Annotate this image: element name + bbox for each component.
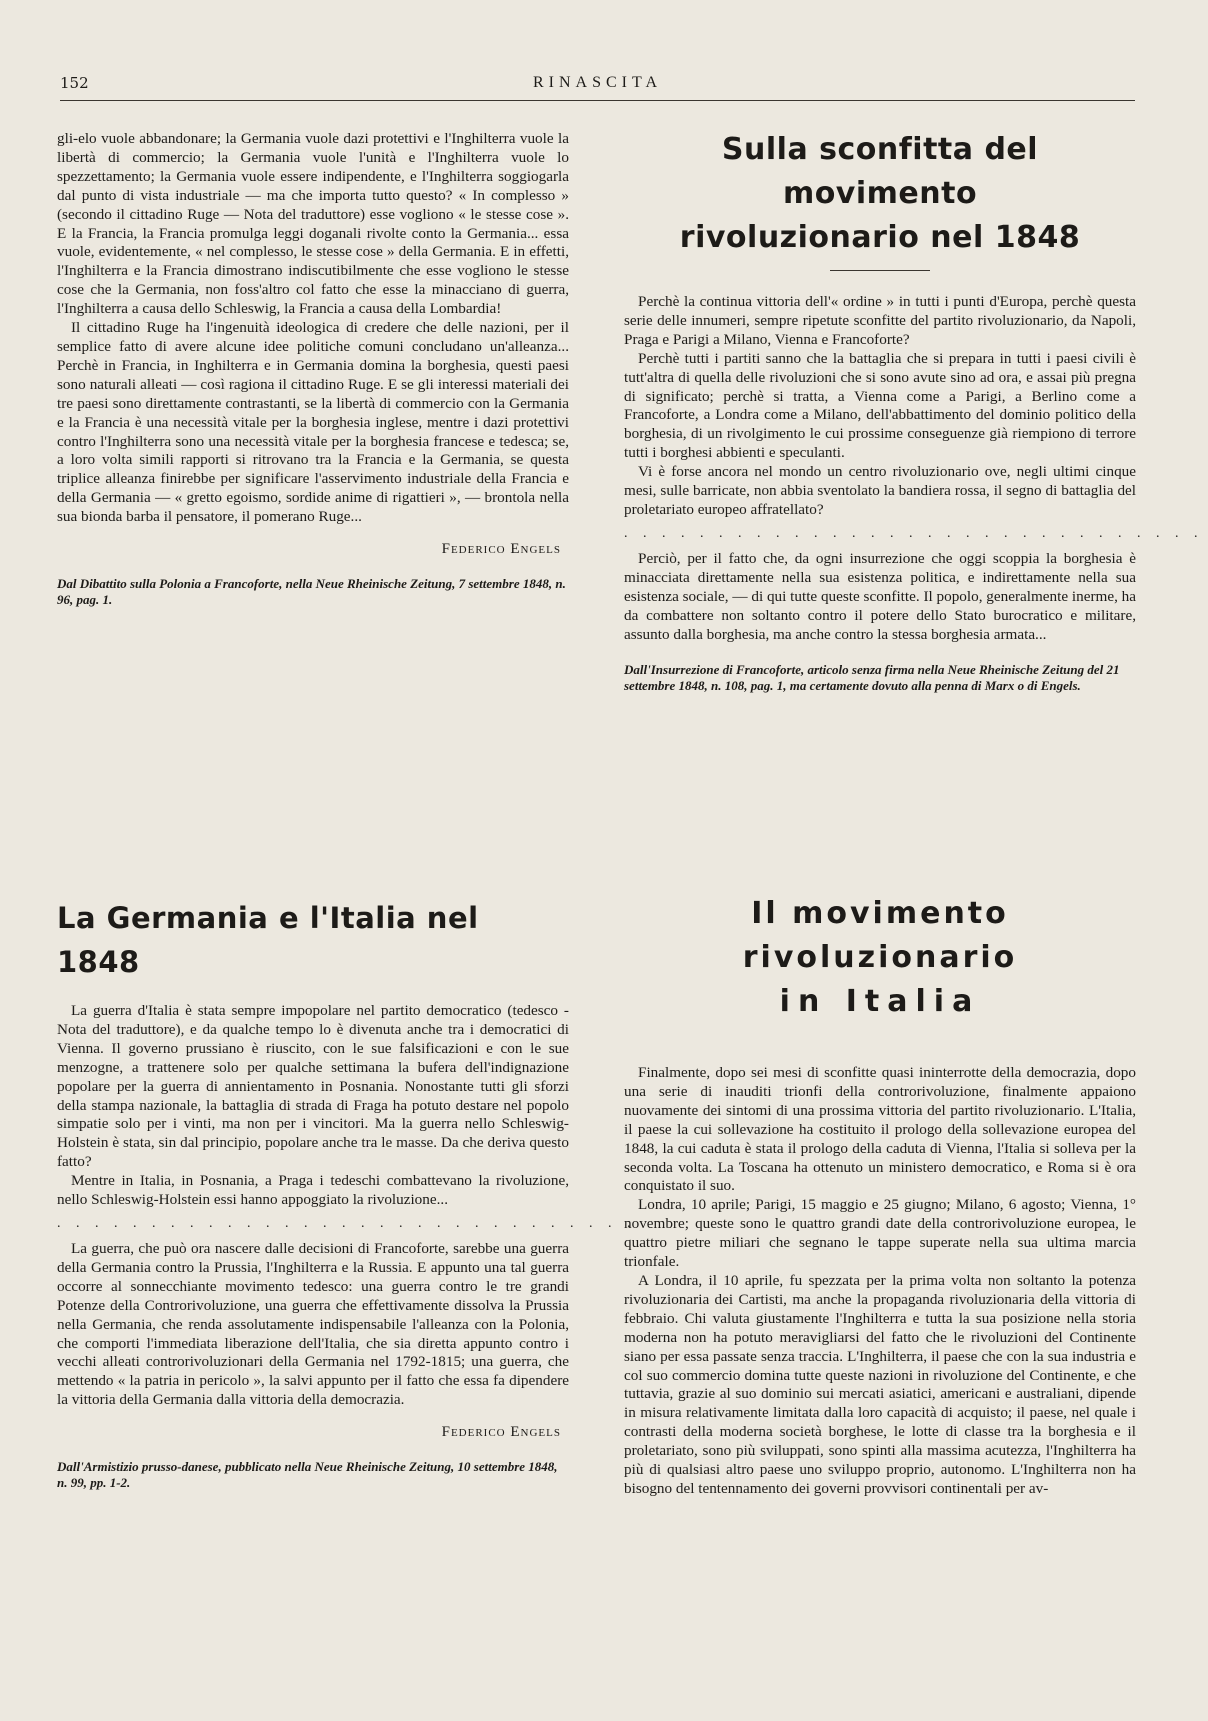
source-note: Dall'Insurrezione di Francoforte, articolo senza firma nella Neue Rheinische Zeitung del 21 settembre 1848, n. 108, pag. 1, ma certamente dovuto alla penna di Marx o di Engels. — [624, 662, 1120, 693]
article-title: Il movimento rivoluzionario in Italia — [742, 896, 1018, 1019]
article-germania-italia-1848 — [57, 896, 637, 1490]
article-title: Sulla sconfitta del movimento rivoluzionario nel 1848 — [679, 132, 1081, 255]
page-header — [60, 74, 1135, 100]
ellipsis-separator: . . . . . . . . . . . . . . . . . . . . . . . . . . . . . . . — [624, 525, 1204, 541]
paragraph: La guerra d'Italia è stata sempre impopolare nel partito democratico (tedesco - Nota del traduttore), e da qualche tempo lo è divenuta anche tra i democratici di Vienna. Il governo prussiano è riuscito, con le sue falsificazioni e con le sue menzogne, a trattenere solo per qualche settimana la bufera dell'indignazione popolare per la guerra di annientamento in Posnania. Nonostante tutti gli sforzi della stampa nazionale, la battaglia di strada di Fraga ha potuto destare nel popolo simpatie solo per i vinti, ma non per i vincitori. Ma la guerra nello Schleswig-Holstein è stata, sin dal principio, popolare anche tra le masse. Da che deriva questo fatto? — [57, 1002, 569, 1171]
paragraph: Perciò, per il fatto che, da ogni insurrezione che oggi scoppia la borghesia è minacciata direttamente nella sua esistenza politica, e indirettamente nella sua esistenza sociale, — di qui tutte queste sconfitte. Il popolo, generalmente inerme, ha da combattere non soltanto contro il potere dello Stato burocratico e militare, assunto dalla borghesia, ma anche contro la stessa borghesia armata... — [624, 549, 1136, 643]
paragraph: Perchè la continua vittoria dell'« ordine » in tutti i punti d'Europa, perchè questa serie delle innumeri, sempre ripetute sconfitte del partito rivoluzionario, da Napoli, Praga e Parigi a Milano, Vienna e Francoforte? — [624, 293, 1136, 348]
article-engels-polonia-end — [57, 130, 569, 607]
paragraph: Mentre in Italia, in Posnania, a Praga i tedeschi combattevano la rivoluzione, nello Schleswig-Holstein essi hanno appoggiato la rivoluzione... — [57, 1172, 569, 1209]
paragraph: Finalmente, dopo sei mesi di sconfitte quasi ininterrotte della democrazia, dopo una serie di inauditi trionfi della controrivoluzione, finalmente appaiono nuovamente dei sintomi di una prossima vittoria del partito rivoluzionario. L'Italia, il paese la cui sollevazione ha costituito il prologo della sollevazione europea del 1848, la cui caduta è stata il prologo della caduta di Vienna, l'Italia si solleva per la seconda volta. La Toscana ha ottenuto un ministero democratico, e Roma si è ora conquistato il suo. — [624, 1064, 1136, 1195]
paragraph: Perchè tutti i partiti sanno che la battaglia che si prepara in tutti i paesi civili è tutt'altra di quella delle rivoluzioni che si sono avute sino ad ora, e assai più pregna di significato; perchè si tratta, a Vienna come a Parigi, a Berlino come a Francoforte, a Londra come a Milano, dell'abbattimento del dominio politico della borghesia, di un rivolgimento le cui prossime conseguenze già riempiono di terrore tutti i borghesi abbienti e speculanti. — [624, 349, 1136, 462]
source-note: Dal Dibattito sulla Polonia a Francoforte, nella Neue Rheinische Zeitung, 7 settembre 1848, n. 96, pag. 1. — [57, 576, 566, 607]
paragraph: Londra, 10 aprile; Parigi, 15 maggio e 25 giugno; Milano, 6 agosto; Vienna, 1° novembre; queste sono le quattro grandi date della controrivoluzione europea, le quattro pietre miliari che segnano le tappe superate nella sua ultima marcia trionfale. — [624, 1196, 1136, 1271]
article-movimento-italia — [624, 892, 1136, 1499]
title-rule — [830, 270, 930, 271]
article-title: La Germania e l'Italia nel 1848 — [57, 901, 479, 979]
ellipsis-separator: . . . . . . . . . . . . . . . . . . . . . . . . . . . . . . . — [57, 1215, 637, 1231]
paragraph: A Londra, il 10 aprile, fu spezzata per la prima volta non soltanto la potenza rivoluzionaria dei Cartisti, ma anche la propaganda rivoluzionaria della vittoria di febbraio. Chi valuta giustamente l'Inghilterra e tutta la sua posizione nella storia moderna non ha potuto meravigliarsi del fatto che le rivoluzioni del Continente siano per essa passate senza traccia. L'Inghilterra, il paese che con la sua industria e col suo commercio domina tutte queste nazioni in rivoluzione del Continente, e che tuttavia, grazie al suo dominio sui mercati asiatici, americani e australiani, dipende in misura relativamente limitata dalla loro capacità di acquisto; il paese, nel quale i contrasti della moderna società borghese, le lotte di classe tra la borghesia e il proletariato, sono più sviluppati, sono spinti alla massima acutezza, l'Inghilterra ha più di qualsiasi altro paese uno sviluppo proprio, autonomo. L'Inghilterra non ha bisogno del tentennamento dei governi provvisori continentali per av- — [624, 1271, 1136, 1497]
paragraph: Vi è forse ancora nel mondo un centro rivoluzionario ove, negli ultimi cinque mesi, sulle barricate, non abbia sventolato la bandiera rossa, il segno di battaglia del proletariato europeo affratellato? — [624, 463, 1136, 518]
author-signature: Federico Engels — [441, 541, 561, 558]
article-sconfitta-1848 — [624, 128, 1204, 693]
paragraph: Il cittadino Ruge ha l'ingenuità ideologica di credere che delle nazioni, per il semplice fatto di avere alcune idee politiche comuni concludano un'alleanza... Perchè in Francia, in Inghilterra e in Germania domina la borghesia, questi paesi sono naturali alleati — così ragiona il cittadino Ruge. E se gli interessi materiali dei tre paesi sono direttamente contrastanti, se la libertà di commercio con la Germania e la Francia è una necessità vitale per la borghesia inglese, mentre i dazi protettivi contro l'Inghilterra sono una necessità vitale per la borghesia francese e tedesca; se, a loro volta simili rapporti si ritrovano tra la Francia e la Germania, se questa triplice alleanza finirebbe per significare l'asservimento industriale della Francia e della Germania — « gretto egoismo, sordide anime di rigattieri », — brontola nella sua bionda barba il pensatore, il pomerano Ruge... — [57, 319, 569, 526]
header-rule — [60, 100, 1135, 101]
paragraph: La guerra, che può ora nascere dalle decisioni di Francoforte, sarebbe una guerra della Germania contro la Prussia, l'Inghilterra e la Russia. E appunto una tal guerra occorre al sonnecchiante movimento tedesco: una guerra contro le tre grandi Potenze della Controrivoluzione, una guerra che effettivamente dissolva la Prussia nella Germania, che renda assolutamente indispensabile l'alleanza con la Polonia, che comporti l'immediata liberazione dell'Italia, che sia diretta appunto contro i vecchi alleati controrivoluzionari della Germania nel 1792-1815; una guerra, che mettendo « la patria in pericolo », la salvi appunto per il fatto che essa fa dipendere la vittoria della Germania dalla vittoria della democrazia. — [57, 1239, 569, 1409]
paragraph: gli-elo vuole abbandonare; la Germania vuole dazi protettivi e l'Inghilterra vuole la libertà di commercio; la Germania vuole l'unità e l'Inghilterra vuole lo spezzettamento; la Germania vuole essere indipendente, e l'Inghilterra soggiogarla dal punto di vista industriale — ma che importa tutto questo? « In complesso » (secondo il cittadino Ruge — Nota del traduttore) esse vogliono « le stesse cose ». E la Francia, la Francia promulga leggi doganali rivolte conto la Germania... essa vuole, evidentemente, « nel complesso, le stesse cose » della Germania. E in effetti, l'Inghilterra e la Francia dimostrano indiscutibilmente che esse vogliono le stesse cose che la Germania, non foss'altro col fatto che esse la minacciano di guerra, l'Inghilterra a causa dello Schleswig, la Francia a causa della Lombardia! — [57, 130, 569, 318]
running-title: RINASCITA — [532, 74, 663, 91]
page-number: 152 — [60, 74, 89, 92]
source-note: Dall'Armistizio prusso-danese, pubblicato nella Neue Rheinische Zeitung, 10 settembre 1848, n. 99, pp. 1-2. — [57, 1459, 558, 1490]
author-signature: Federico Engels — [441, 1424, 561, 1441]
